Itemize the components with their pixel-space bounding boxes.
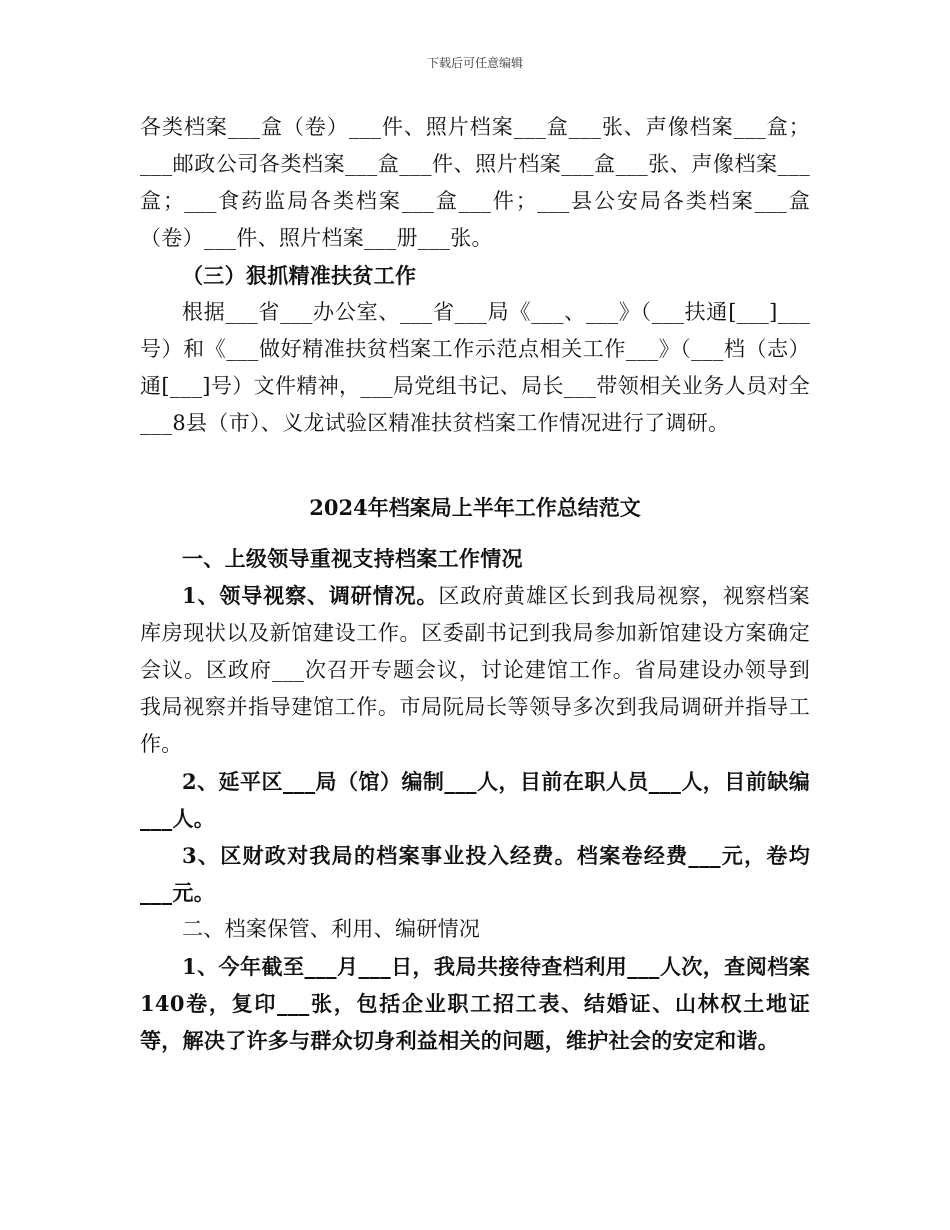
- paragraph-leader-visits: [140, 577, 810, 763]
- paragraph-staffing: 2、延平区___局（馆）编制___人，目前在职人员___人，目前缺编___人。: [140, 769, 810, 831]
- paragraph-archive-usage: 1、今年截至___月___日，我局共接待查档利用___人次，查阅档案140卷，复印___张，包括企业职工招工表、结婚证、山林权土地证等，解决了许多与群众切身利益相关的问题，维护社会的安定和谐。: [140, 954, 810, 1053]
- paragraph-archive-counts: 各类档案___盒（卷）___件、照片档案___盒___张、声像档案___盒；___邮政公司各类档案___盒___件、照片档案___盒___张、声像档案___盒；___食药监局各类档案___盒___件；___县公安局各类档案___盒（卷）___件、照片档案___册___张。: [140, 115, 810, 250]
- heading-poverty-work: （三）狠抓精准扶贫工作: [182, 263, 417, 288]
- paragraph-poverty-work: 根据___省___办公室、___省___局《___、___》（___扶通[___]___号）和《___做好精准扶贫档案工作示范点相关工作___》（___档（志）通[___]号）文件精神，___局党组书记、局长___带领相关业务人员对全___8县（市）、义龙试验区精准扶贫档案工作情况进行了调研。: [140, 300, 810, 435]
- paragraph-funding: 3、区财政对我局的档案事业投入经费。档案卷经费___元，卷均___元。: [140, 843, 810, 905]
- document-title: 2024年档案局上半年工作总结范文: [309, 495, 641, 520]
- paragraph-leader-visits-lead: 1、领导视察、调研情况。: [182, 583, 439, 608]
- heading-section-2: 二、档案保管、利用、编研情况: [182, 917, 481, 941]
- page-header-note: 下载后可任意编辑: [426, 56, 523, 70]
- paragraph-leader-visits-body: 区政府黄雄区长到我局视察，视察档案库房现状以及新馆建设工作。区委副书记到我局参加新馆建设方案确定会议。区政府___次召开专题会议，讨论建馆工作。省局建设办领导到我局视察并指导建馆工作。市局阮局长等领导多次到我局调研并指导工作。: [140, 584, 810, 756]
- heading-section-1: 一、上级领导重视支持档案工作情况: [182, 546, 523, 571]
